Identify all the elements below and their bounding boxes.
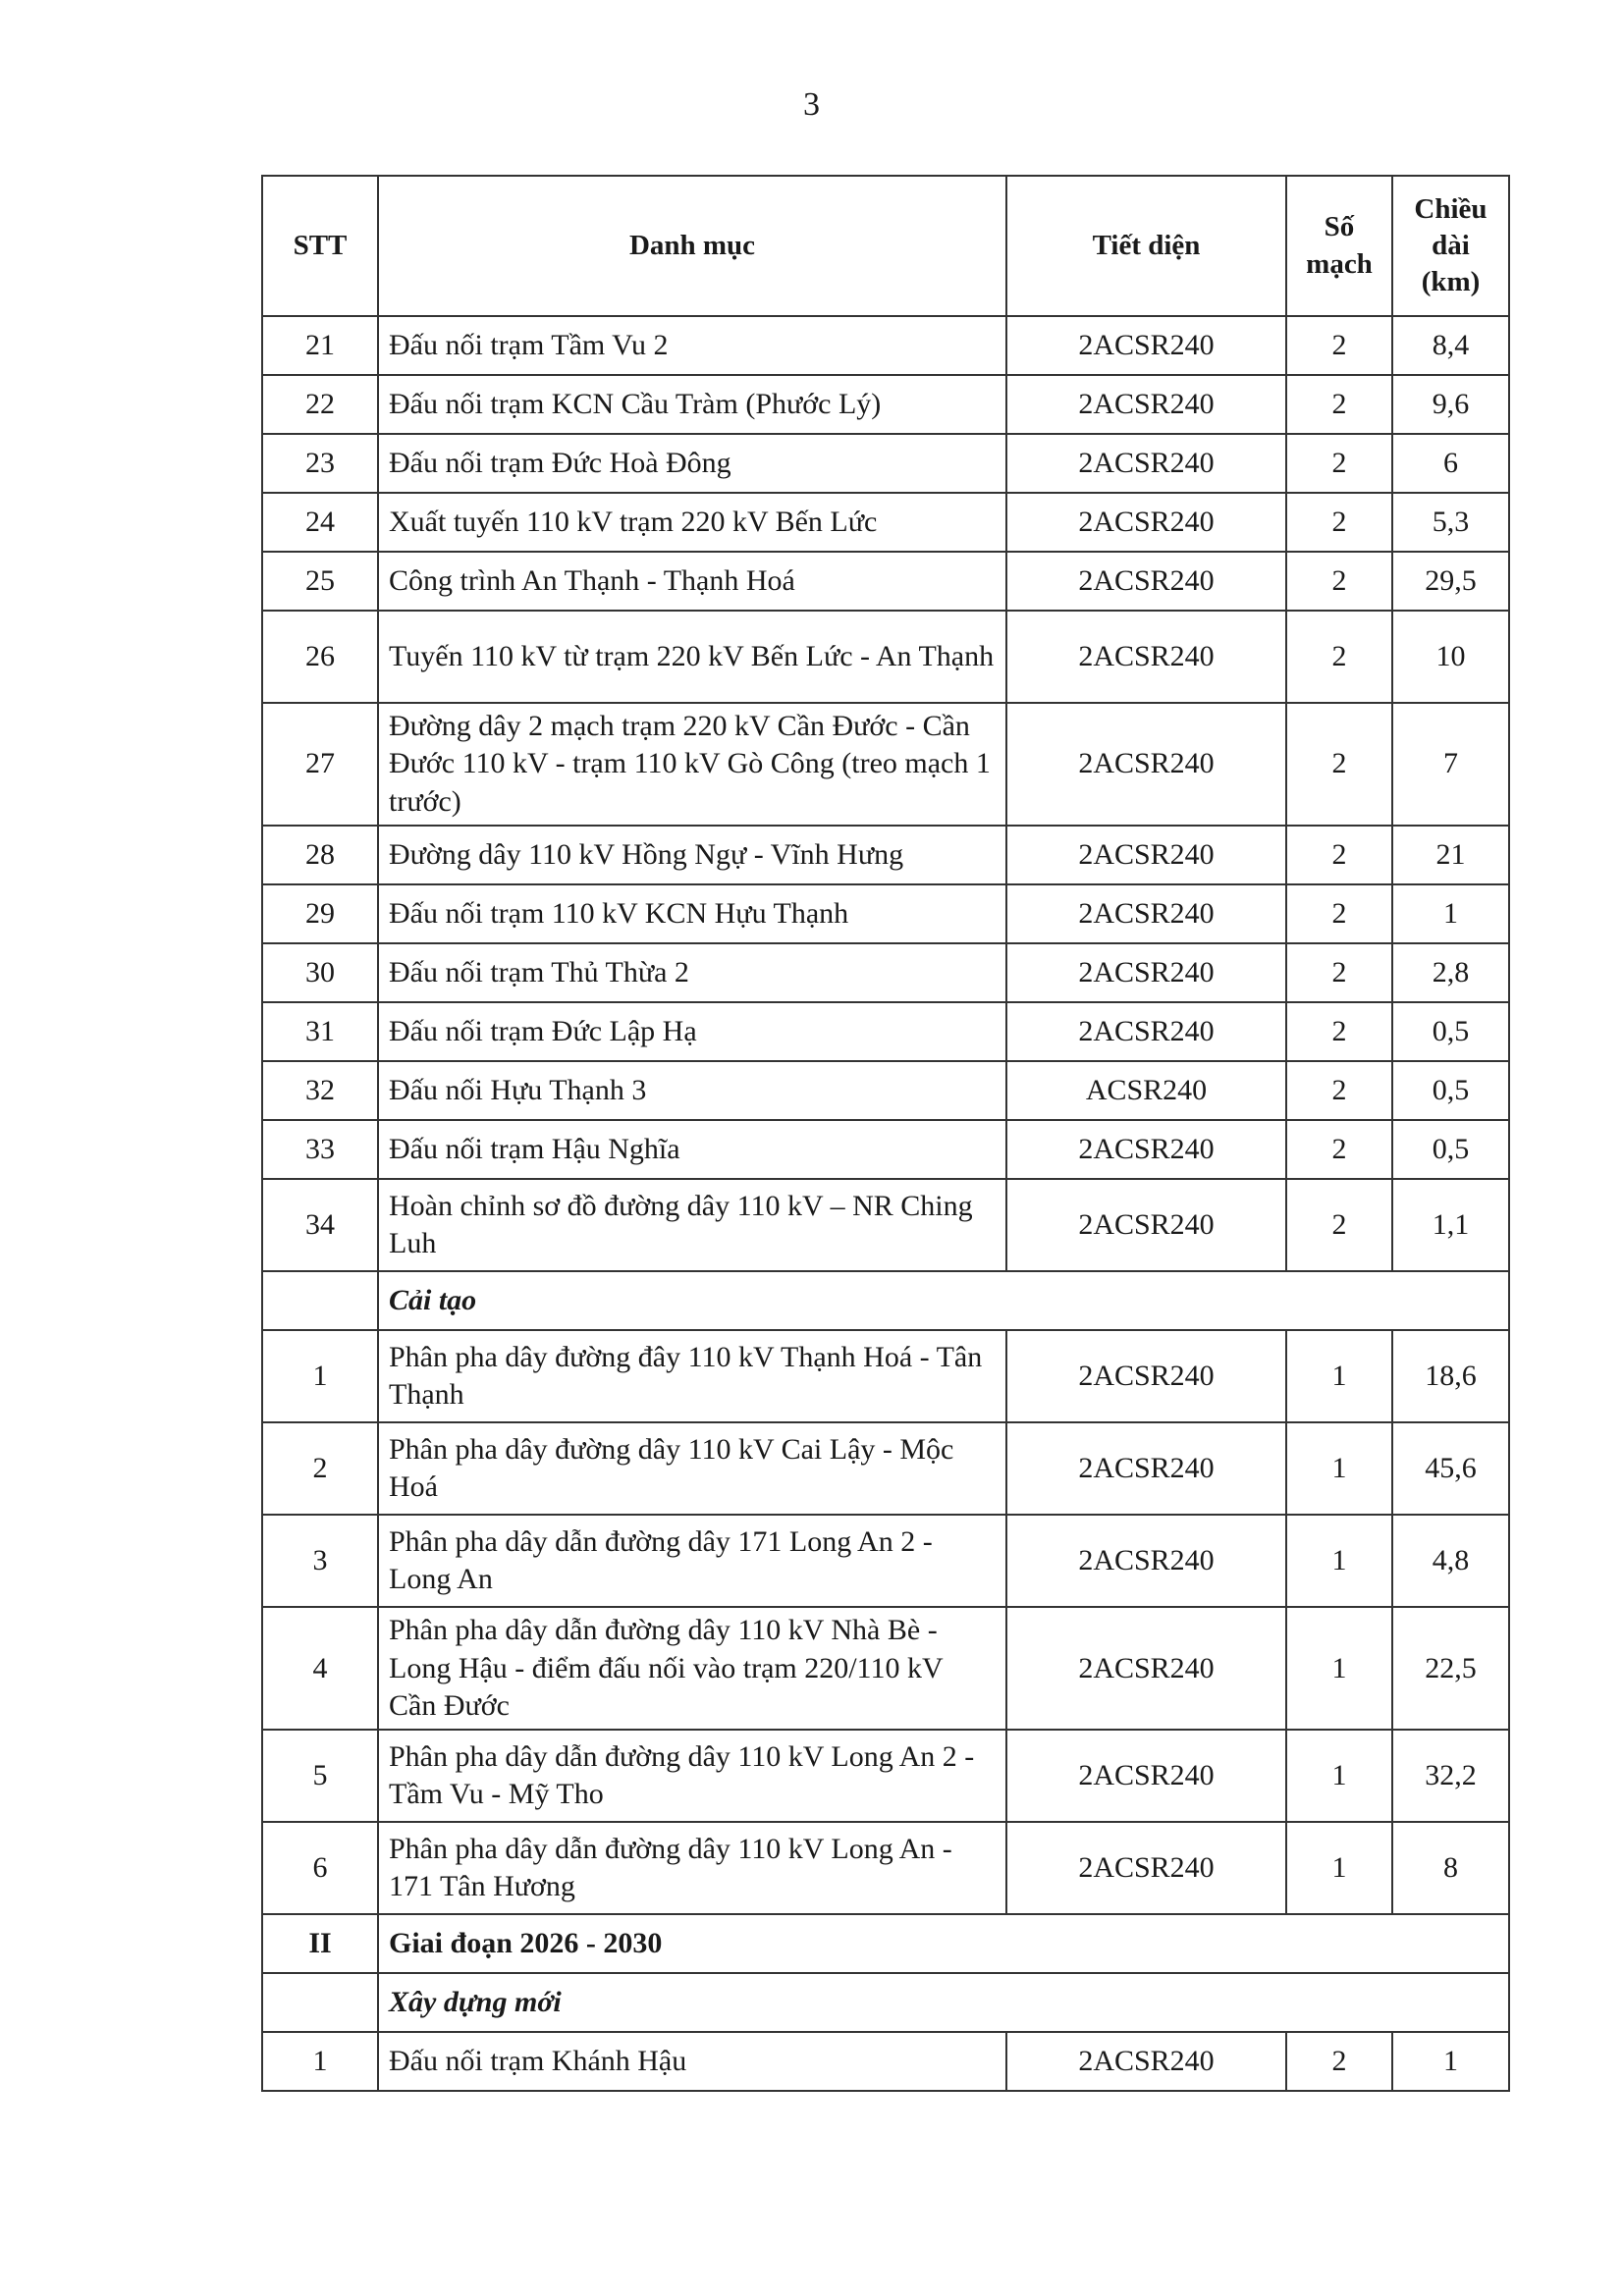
table-row <box>262 826 1509 884</box>
row-stt: 21 <box>262 316 378 375</box>
row-length: 6 <box>1392 434 1509 493</box>
row-stt: 26 <box>262 611 378 703</box>
row-stt: 4 <box>262 1607 378 1730</box>
row-name: Phân pha dây dẫn đường dây 110 kV Long An - 171 Tân Hương <box>378 1822 1006 1914</box>
row-circuits: 1 <box>1286 1422 1392 1515</box>
row-name: Đấu nối trạm KCN Cầu Tràm (Phước Lý) <box>378 375 1006 434</box>
table-row <box>262 1330 1509 1422</box>
row-length: 4,8 <box>1392 1515 1509 1607</box>
row-section: 2ACSR240 <box>1006 1730 1286 1822</box>
table-row <box>262 884 1509 943</box>
table-row <box>262 1515 1509 1607</box>
row-circuits: 1 <box>1286 1607 1392 1730</box>
empty-cell <box>262 1271 378 1330</box>
header-circuits: Số mạch <box>1286 176 1392 316</box>
row-section: 2ACSR240 <box>1006 611 1286 703</box>
row-name: Phân pha dây dẫn đường dây 110 kV Nhà Bè - Long Hậu - điểm đấu nối vào trạm 220/110 kV Cần Đước <box>378 1607 1006 1730</box>
row-name: Đấu nối trạm 110 kV KCN Hựu Thạnh <box>378 884 1006 943</box>
phase-stt: II <box>262 1914 378 1973</box>
row-circuits: 2 <box>1286 703 1392 826</box>
row-name: Phân pha dây đường đây 110 kV Thạnh Hoá - Tân Thạnh <box>378 1330 1006 1422</box>
header-section: Tiết diện <box>1006 176 1286 316</box>
row-length: 7 <box>1392 703 1509 826</box>
row-section: 2ACSR240 <box>1006 826 1286 884</box>
row-name: Đấu nối trạm Tầm Vu 2 <box>378 316 1006 375</box>
row-section: 2ACSR240 <box>1006 1607 1286 1730</box>
row-name: Đấu nối trạm Khánh Hậu <box>378 2032 1006 2091</box>
row-section: 2ACSR240 <box>1006 1822 1286 1914</box>
table-body <box>262 316 1509 2091</box>
row-name: Phân pha dây dẫn đường dây 110 kV Long An 2 - Tầm Vu - Mỹ Tho <box>378 1730 1006 1822</box>
row-length: 5,3 <box>1392 493 1509 552</box>
row-name: Đấu nối trạm Thủ Thừa 2 <box>378 943 1006 1002</box>
row-stt: 30 <box>262 943 378 1002</box>
row-circuits: 2 <box>1286 552 1392 611</box>
row-circuits: 2 <box>1286 434 1392 493</box>
row-length: 32,2 <box>1392 1730 1509 1822</box>
row-length: 9,6 <box>1392 375 1509 434</box>
row-circuits: 2 <box>1286 1120 1392 1179</box>
row-circuits: 2 <box>1286 943 1392 1002</box>
row-circuits: 2 <box>1286 1002 1392 1061</box>
row-name: Hoàn chỉnh sơ đồ đường dây 110 kV – NR Ching Luh <box>378 1179 1006 1271</box>
row-section: ACSR240 <box>1006 1061 1286 1120</box>
table-row <box>262 316 1509 375</box>
section-new-label: Xây dựng mới <box>378 1973 1509 2032</box>
row-name: Phân pha dây đường dây 110 kV Cai Lậy - Mộc Hoá <box>378 1422 1006 1515</box>
row-length: 1 <box>1392 2032 1509 2091</box>
row-section: 2ACSR240 <box>1006 316 1286 375</box>
row-section: 2ACSR240 <box>1006 1120 1286 1179</box>
row-length: 1,1 <box>1392 1179 1509 1271</box>
row-stt: 24 <box>262 493 378 552</box>
header-stt: STT <box>262 176 378 316</box>
table-row <box>262 434 1509 493</box>
table-row <box>262 1061 1509 1120</box>
header-length: Chiều dài (km) <box>1392 176 1509 316</box>
row-stt: 5 <box>262 1730 378 1822</box>
row-stt: 3 <box>262 1515 378 1607</box>
row-stt: 29 <box>262 884 378 943</box>
row-section: 2ACSR240 <box>1006 1422 1286 1515</box>
row-stt: 1 <box>262 1330 378 1422</box>
page-number: 3 <box>803 86 820 123</box>
table-row <box>262 1120 1509 1179</box>
table-row <box>262 943 1509 1002</box>
row-circuits: 2 <box>1286 2032 1392 2091</box>
table-row <box>262 1179 1509 1271</box>
row-name: Tuyến 110 kV từ trạm 220 kV Bến Lức - An Thạnh <box>378 611 1006 703</box>
phase-row <box>262 1914 1509 1973</box>
row-circuits: 1 <box>1286 1330 1392 1422</box>
row-circuits: 1 <box>1286 1730 1392 1822</box>
row-length: 18,6 <box>1392 1330 1509 1422</box>
row-stt: 1 <box>262 2032 378 2091</box>
section-upgrade-label: Cải tạo <box>378 1271 1509 1330</box>
row-circuits: 2 <box>1286 1179 1392 1271</box>
row-circuits: 1 <box>1286 1822 1392 1914</box>
row-length: 10 <box>1392 611 1509 703</box>
row-length: 1 <box>1392 884 1509 943</box>
table-header-row <box>262 176 1509 316</box>
row-circuits: 1 <box>1286 1515 1392 1607</box>
table-row <box>262 1002 1509 1061</box>
row-stt: 28 <box>262 826 378 884</box>
row-stt: 31 <box>262 1002 378 1061</box>
table-row <box>262 703 1509 826</box>
row-length: 8,4 <box>1392 316 1509 375</box>
row-section: 2ACSR240 <box>1006 943 1286 1002</box>
row-stt: 6 <box>262 1822 378 1914</box>
table-row <box>262 552 1509 611</box>
empty-cell <box>262 1973 378 2032</box>
row-circuits: 2 <box>1286 375 1392 434</box>
row-section: 2ACSR240 <box>1006 434 1286 493</box>
row-name: Đường dây 2 mạch trạm 220 kV Cần Đước - Cần Đước 110 kV - trạm 110 kV Gò Công (treo mạch 1 trước) <box>378 703 1006 826</box>
row-length: 0,5 <box>1392 1002 1509 1061</box>
row-length: 21 <box>1392 826 1509 884</box>
row-length: 0,5 <box>1392 1120 1509 1179</box>
table-row <box>262 2032 1509 2091</box>
table-row <box>262 1607 1509 1730</box>
row-circuits: 2 <box>1286 826 1392 884</box>
row-circuits: 2 <box>1286 884 1392 943</box>
row-section: 2ACSR240 <box>1006 552 1286 611</box>
phase-label: Giai đoạn 2026 - 2030 <box>378 1914 1509 1973</box>
row-name: Công trình An Thạnh - Thạnh Hoá <box>378 552 1006 611</box>
row-circuits: 2 <box>1286 1061 1392 1120</box>
row-section: 2ACSR240 <box>1006 1179 1286 1271</box>
table-row <box>262 375 1509 434</box>
header-name: Danh mục <box>378 176 1006 316</box>
row-name: Đấu nối trạm Hậu Nghĩa <box>378 1120 1006 1179</box>
row-stt: 23 <box>262 434 378 493</box>
table-row <box>262 1822 1509 1914</box>
row-length: 0,5 <box>1392 1061 1509 1120</box>
section-upgrade-label-row <box>262 1271 1509 1330</box>
row-name: Phân pha dây dẫn đường dây 171 Long An 2 - Long An <box>378 1515 1006 1607</box>
row-name: Xuất tuyến 110 kV trạm 220 kV Bến Lức <box>378 493 1006 552</box>
table-row <box>262 1422 1509 1515</box>
row-name: Đấu nối Hựu Thạnh 3 <box>378 1061 1006 1120</box>
row-name: Đấu nối trạm Đức Lập Hạ <box>378 1002 1006 1061</box>
row-stt: 22 <box>262 375 378 434</box>
row-section: 2ACSR240 <box>1006 2032 1286 2091</box>
row-length: 2,8 <box>1392 943 1509 1002</box>
row-stt: 33 <box>262 1120 378 1179</box>
row-length: 45,6 <box>1392 1422 1509 1515</box>
row-name: Đấu nối trạm Đức Hoà Đông <box>378 434 1006 493</box>
row-circuits: 2 <box>1286 493 1392 552</box>
row-name: Đường dây 110 kV Hồng Ngự - Vĩnh Hưng <box>378 826 1006 884</box>
row-section: 2ACSR240 <box>1006 1002 1286 1061</box>
table-row <box>262 611 1509 703</box>
row-circuits: 2 <box>1286 611 1392 703</box>
row-section: 2ACSR240 <box>1006 1330 1286 1422</box>
row-length: 22,5 <box>1392 1607 1509 1730</box>
row-section: 2ACSR240 <box>1006 884 1286 943</box>
section-new-label-row <box>262 1973 1509 2032</box>
row-section: 2ACSR240 <box>1006 375 1286 434</box>
row-stt: 25 <box>262 552 378 611</box>
row-circuits: 2 <box>1286 316 1392 375</box>
row-stt: 2 <box>262 1422 378 1515</box>
transmission-line-table <box>261 175 1510 2092</box>
row-stt: 34 <box>262 1179 378 1271</box>
table-row <box>262 1730 1509 1822</box>
row-stt: 27 <box>262 703 378 826</box>
row-section: 2ACSR240 <box>1006 493 1286 552</box>
row-length: 29,5 <box>1392 552 1509 611</box>
row-section: 2ACSR240 <box>1006 703 1286 826</box>
row-section: 2ACSR240 <box>1006 1515 1286 1607</box>
row-length: 8 <box>1392 1822 1509 1914</box>
row-stt: 32 <box>262 1061 378 1120</box>
table-row <box>262 493 1509 552</box>
